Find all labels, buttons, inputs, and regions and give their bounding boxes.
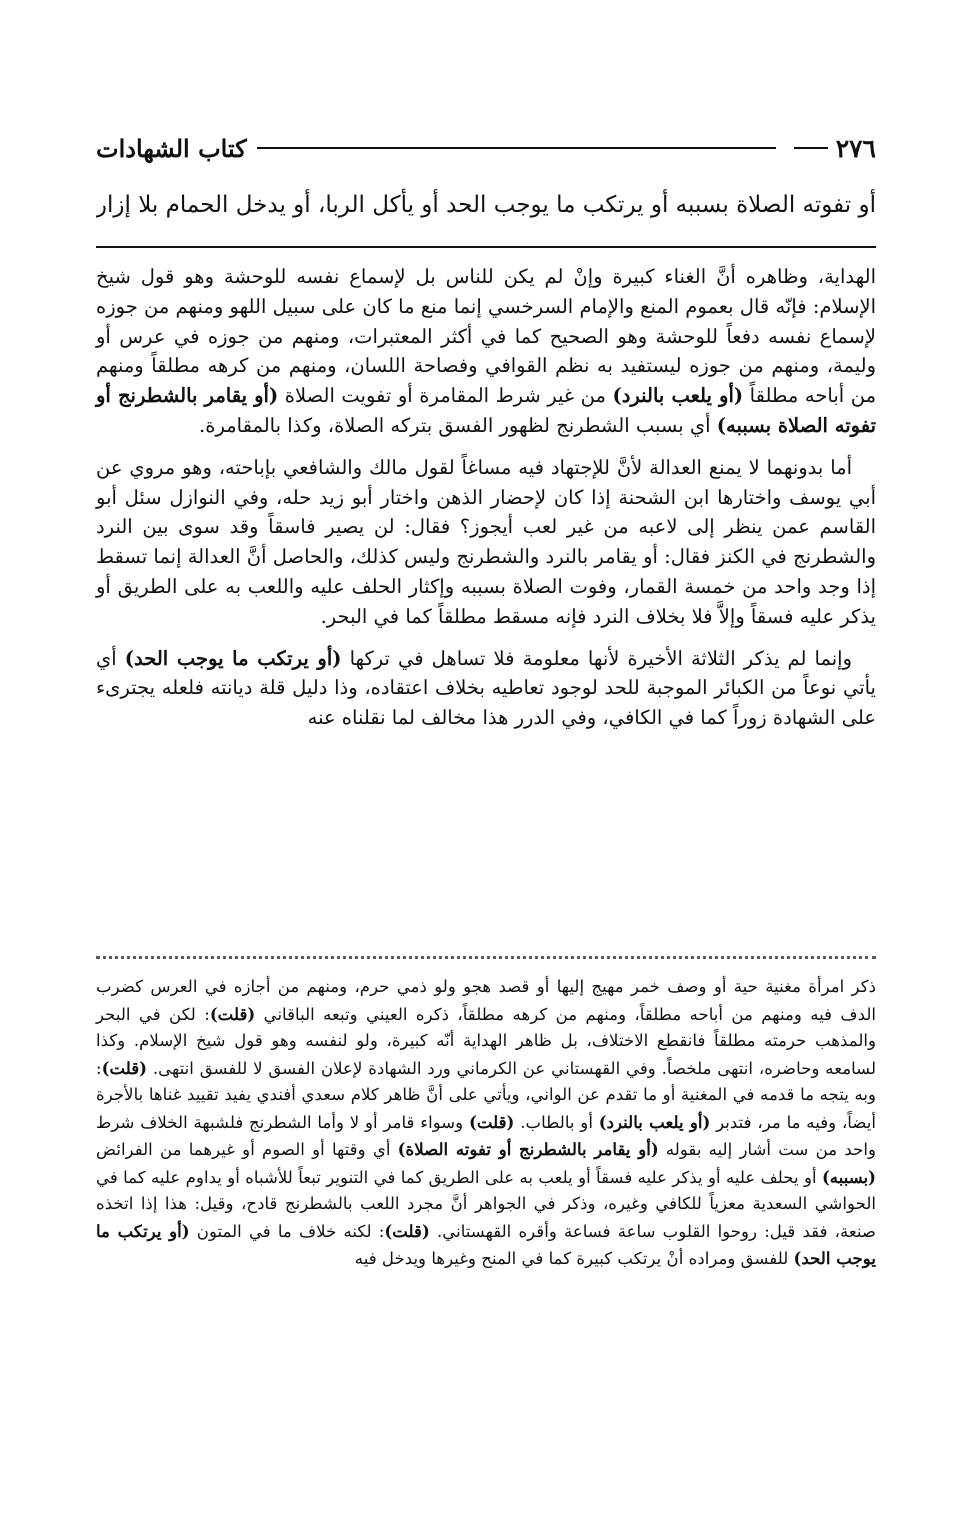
matn-separator: [96, 246, 876, 248]
sharh-paragraph: [96, 262, 876, 441]
sharh-commentary: [96, 262, 876, 745]
matn-quote: (أو يرتكب ما يوجب الحد): [124, 646, 342, 670]
running-header: [96, 128, 876, 168]
bold-term: (بسببه): [821, 1166, 876, 1187]
hashiya-text: : وبه يتجه ما قدمه في المغنية أو ما تقدم عن الواني، ويأتي على أنَّ ظاهر كلام سعدي أفندي يفيد تقييد غناها بالأجرة أيضاً، وفيه ما مر، فتدبر: [96, 1058, 876, 1132]
hashiya-footnote: [96, 974, 876, 1273]
bold-term: (قلت): [468, 1111, 515, 1132]
bold-term: (قلت): [209, 1003, 256, 1024]
hashiya-text: : لكن في البحر والمذهب حرمته مطلقاً فانقطع الاختلاف، بل ظاهر الهداية أنّه كبيرة، ولو لنفسه وهو قول شيخ الإسلام. وكذا لسامعه وحاضره، انتهى ملخصاً. وفي القهستاني عن الكرماني ورد الشهادة لإعلان الفسق لا للفسق انتهى.: [96, 1004, 877, 1078]
bold-term: (قلت): [101, 1057, 148, 1078]
hashiya-text: أي وقتها أو الصوم أو غيرهما من الفرائض: [96, 1140, 391, 1159]
bold-term: (أو يلعب بالنرد): [598, 1111, 711, 1132]
sharh-text: الهداية، وظاهره أنَّ الغناء كبيرة وإنْ لم يكن للناس بل لإسماع نفسه للوحشة وهو قول شيخ الإسلام: فإنّه قال بعموم المنع والإمام السرخسي إنما منع ما كان على سبيل اللهو ومنهم من جوزه لإسماع نفسه دفعاً للوحشة وهو الصحيح كما في أكثر المعتبرات، ومنهم من جوزه في عرس أو وليمة، ومنهم من جوزه ليستفيد به نظم القوافي وفصاحة اللسان، ومنهم من كرهه مطلقاً ومنهم من أباحه مطلقاً: [96, 265, 877, 408]
page-number: ٢٧٦: [835, 133, 876, 163]
hashiya-text: وسواء قامر أو لا وأما الشطرنج فلشبهة الخلاف شرط واحد من ست أشار إليه بقوله: [96, 1112, 876, 1159]
hashiya-text: أو بالطاب.: [520, 1112, 593, 1132]
sharh-text: أي بسبب الشطرنج لظهور الفسق بتركه الصلاة، وكذا بالمقامرة.: [199, 413, 711, 437]
header-rule-long: [257, 147, 776, 149]
sharh-text: أي يأتي نوعاً من الكبائر الموجبة للحد لوجود تعاطيه بخلاف اعتقاده، وذا دليل قلة ديانته فلعله يجترىء على الشهادة زوراً كما في الكافي، وفي الدرر هذا مخالف لما نقلناه عنه: [96, 646, 876, 730]
sharh-paragraph: أما بدونهما لا يمنع العدالة لأنَّ للإجتهاد فيه مساغاً لقول مالك والشافعي بإباحته، وهو مروي عن أبي يوسف واختارها ابن الشحنة إذا كان لإحضار الذهن واختار أبو زيد حله، وفي النوازل سئل أبو القاسم عمن ينظر إلى لاعبه من غير لعب أيجوز؟ فقال: لن يصير فاسقاً وقد سوى بين النرد والشطرنج في الكنز فقال: أو يقامر بالنرد والشطرنج وليس كذلك، والحاصل أنَّ العدالة إنما تسقط إذا وجد واحد من خمسة القمار، وفوت الصلاة بسببه وإكثار الحلف عليه واللعب به على الطريق أو يذكر عليه فسقاً وإلاَّ فلا بخلاف النرد فإنه مسقط مطلقاً كما في البحر.: [96, 455, 876, 628]
hashiya-text: للفسق ومراده أنْ يرتكب كبيرة كما في المنح وغيرها ويدخل فيه: [354, 1249, 789, 1268]
hashiya-paragraph: [96, 974, 876, 1273]
hashiya-text: : لكنه خلاف ما في المتون: [196, 1221, 385, 1241]
header-rule: [794, 147, 828, 149]
dotted-separator: [96, 956, 876, 971]
bold-term: (قلت): [384, 1220, 430, 1241]
matn-text: أو تفوته الصلاة بسببه أو يرتكب ما يوجب الحد أو يأكل الربا، أو يدخل الحمام بلا إزار: [96, 192, 876, 218]
sharh-text: من غير شرط المقامرة أو تفويت الصلاة: [284, 384, 606, 408]
book-title: كتاب الشهادات: [96, 133, 247, 163]
bold-term: (أو يرتكب ما يوجب الحد): [96, 1220, 876, 1268]
matn-quote: (أو يقامر بالشطرنج أو تفوته الصلاة بسببه): [96, 384, 876, 437]
matn-quote: (أو يلعب بالنرد): [612, 384, 744, 408]
hashiya-text: ذكر امرأة مغنية حية أو وصف خمر مهيج إليها أو قصد هجو ولو ذمي حرم، ومنهم من أجازه في العرس كضرب الدف فيه ومنهم من أباحه مطلقاً، ومنهم من كرهه مطلقاً، ذكره العيني وتبعه الباقاني: [96, 977, 876, 1024]
sharh-text: وإنما لم يذكر الثلاثة الأخيرة لأنها معلومة فلا تساهل في تركها: [349, 646, 853, 670]
hashiya-text: أو يحلف عليه أو يذكر عليه فسقاً أو يلعب به على الطريق كما في التنوير تبعاً للأشباه أو يداوم عليه كما في الحواشي السعدية معزياً للكافي وغيره، وذكر في الجواهر أنَّ مجرد اللعب بالشطرنج قادح، وقيل: هذا إذا اتخذه صنعة، فقد قيل: روحوا القلوب ساعة فساعة وأقره القهستاني.: [96, 1167, 877, 1241]
bold-term: (أو يقامر بالشطرنج أو تفوته الصلاة): [397, 1139, 659, 1159]
sharh-paragraph: [96, 644, 876, 733]
